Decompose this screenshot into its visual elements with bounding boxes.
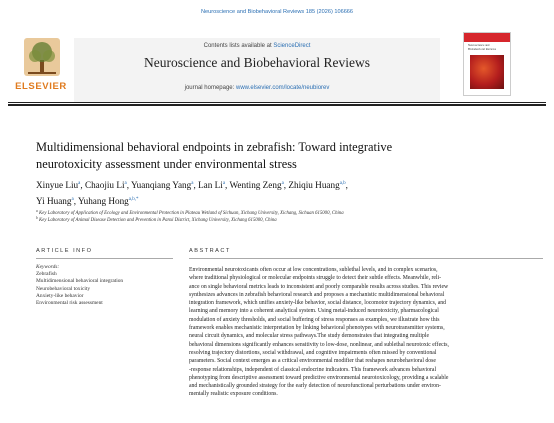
keyword-item: Neurobehavioral toxicity bbox=[36, 285, 91, 292]
sciencedirect-link[interactable]: ScienceDirect bbox=[273, 43, 311, 49]
keywords-label: Keywords: bbox=[36, 264, 60, 270]
abstract-line: resolving trajectory distortions, social withdrawal, and cognitive impairments often missed by conventional bbox=[189, 349, 437, 356]
article-info-rule bbox=[36, 258, 173, 259]
contents-prefix: Contents lists available at bbox=[203, 43, 274, 49]
title-line: Multidimensional behavioral endpoints in zebrafish: Toward integrative bbox=[36, 140, 393, 154]
keyword-item: Multidimensional behavioral integration bbox=[36, 278, 124, 285]
affiliation-b bbox=[36, 216, 506, 223]
abstract-line: where traditional physiological or molecular endpoints struggle to detect their subtle effects. Meanwhile, reli- bbox=[189, 275, 442, 282]
abstract-line: Environmental neurotoxicants often occur at low concentrations, sublethal levels, and in complex scenarios, bbox=[189, 267, 438, 273]
affiliation-text: Key Laboratory of Animal Disease Detection and Prevention in Panxi District, Xichang University, Xichang 615000, China bbox=[39, 218, 277, 223]
keyword-item: Environmental risk assessment bbox=[36, 300, 103, 307]
author-affil-sup[interactable]: a bbox=[78, 181, 81, 186]
author-name[interactable]: Yi Huang bbox=[36, 195, 72, 206]
abstract-line: behavioral dimensions significantly enhances sensitivity to low-dose, nonlinear, and sublethal neurotoxic effects, bbox=[189, 341, 449, 348]
abstract-line: phenotyping from descriptive assessment toward predictive environmental neurotoxicology, providing a scalable bbox=[189, 374, 449, 381]
title-line: neurotoxicity assessment under environmental stress bbox=[36, 157, 297, 171]
journal-reference-link[interactable]: Neuroscience and Biobehavioral Reviews 185 (2026) 106666 bbox=[200, 9, 354, 15]
author-affil-sup[interactable]: a,b bbox=[339, 181, 346, 186]
author-name[interactable]: Xinyue Liu bbox=[36, 180, 79, 190]
abstract-line: modulation of anxiety thresholds, and social buffering of stress responses as examples, we illustrate how this bbox=[189, 316, 440, 323]
paper-title bbox=[36, 139, 506, 173]
abstract-line: framework enables mechanistic interpretation by linking behavioral phenotypes with neurotransmitter systems, bbox=[189, 325, 445, 332]
author-name[interactable]: Zhiqiu Huang bbox=[288, 180, 340, 190]
author-affil-sup[interactable]: a bbox=[281, 181, 284, 186]
contents-line bbox=[74, 43, 440, 49]
author-affil-sup[interactable]: a bbox=[71, 196, 74, 202]
cover-image bbox=[470, 55, 504, 89]
author-affil-sup[interactable]: a,b,* bbox=[128, 196, 139, 202]
masthead-center bbox=[74, 38, 440, 102]
author-name[interactable]: Yuhang Hong bbox=[77, 195, 129, 206]
article-info-heading: ARTICLE INFO bbox=[36, 248, 93, 254]
abstract-line: and mechanistically grounded strategy for the early detection of neurofunctional perturbations under environ- bbox=[189, 383, 441, 390]
author-affil-sup[interactable]: a bbox=[124, 181, 127, 186]
journal-title: Neuroscience and Biobehavioral Reviews bbox=[143, 55, 371, 70]
elsevier-wordmark: ELSEVIER bbox=[15, 81, 67, 92]
affiliation-sup: a bbox=[36, 209, 38, 213]
author-list bbox=[36, 177, 506, 208]
abstract-line: integration framework, which unifies anxiety-like behavior, social distance, locomotor trajectory dynamics, and bbox=[189, 300, 446, 307]
affiliation-text: Key Laboratory of Application of Ecology and Environmental Protection in Plateau Wetland of Sichuan, Xichang University, Xichang, Sichuan 615000, China bbox=[39, 211, 344, 216]
cover-title: Neuroscience and Biobehavioral Reviews bbox=[468, 43, 497, 51]
author-affil-sup[interactable]: a bbox=[222, 181, 226, 186]
abstract-line: learning and memory into a coherent analytical system. Using metal-induced neurotoxicity, pharmacological bbox=[189, 308, 439, 315]
author-line: Xinyue Liu$^a$, Chaojiu Li$^a$, Yuanqiang Yang$^a$, Lan Li$^a$, Wenting Zeng$^a$, Zhiqiu Huang$^{a,b}$, bbox=[36, 180, 348, 190]
abstract-line: parameters. Social context emerges as a critical environmental modifier that reshapes neurobehavioral dose bbox=[189, 358, 436, 365]
abstract-heading: ABSTRACT bbox=[189, 248, 231, 254]
masthead bbox=[8, 30, 546, 102]
homepage-prefix: journal homepage: bbox=[184, 85, 236, 91]
keyword-item: Anxiety-like behavior bbox=[36, 292, 84, 299]
journal-homepage-link[interactable]: www.elsevier.com/locate/neubiorev bbox=[235, 85, 330, 91]
abstract-text bbox=[189, 266, 541, 399]
homepage-line bbox=[74, 85, 440, 91]
author-name[interactable]: Chaojiu Li bbox=[84, 180, 125, 190]
author-affil-sup[interactable]: a bbox=[191, 181, 194, 186]
cover-header-band bbox=[464, 33, 510, 42]
keywords-block bbox=[36, 264, 176, 307]
author-line: Yi Huang$^a$, Yuhang Hong$^{a,b,*}$ bbox=[36, 195, 139, 206]
abstract-line: synthesizes advances in zebrafish behavioral research and proposes a mechanistic multidimensional behavioral bbox=[189, 291, 445, 298]
abstract-line: -response relationships, independent of classical endocrine indicators. This framework advances behavioral bbox=[189, 366, 437, 373]
keyword-item: Zebrafish bbox=[36, 271, 57, 278]
elsevier-logo[interactable] bbox=[10, 38, 72, 102]
affiliation-a bbox=[36, 209, 506, 216]
masthead-rule bbox=[8, 102, 546, 103]
journal-cover-thumbnail[interactable] bbox=[463, 32, 511, 96]
elsevier-tree-icon bbox=[24, 38, 60, 76]
affiliation-sup: b bbox=[36, 216, 38, 220]
author-name[interactable]: Lan Li bbox=[198, 180, 223, 190]
author-name[interactable]: Yuanqiang Yang bbox=[131, 180, 192, 190]
abstract-line: neural circuit dynamics, and molecular stress pathways.The study demonstrates that integrating multiple bbox=[189, 333, 429, 340]
abstract-rule bbox=[189, 258, 543, 259]
abstract-line: mentally realistic exposure conditions. bbox=[189, 391, 278, 398]
author-name[interactable]: Wenting Zeng bbox=[229, 180, 282, 190]
masthead-rule-thick bbox=[8, 104, 546, 106]
abstract-line: ance on single behavioral metrics leads to inconsistent and poorly comparable results across studies. This review bbox=[189, 283, 449, 290]
